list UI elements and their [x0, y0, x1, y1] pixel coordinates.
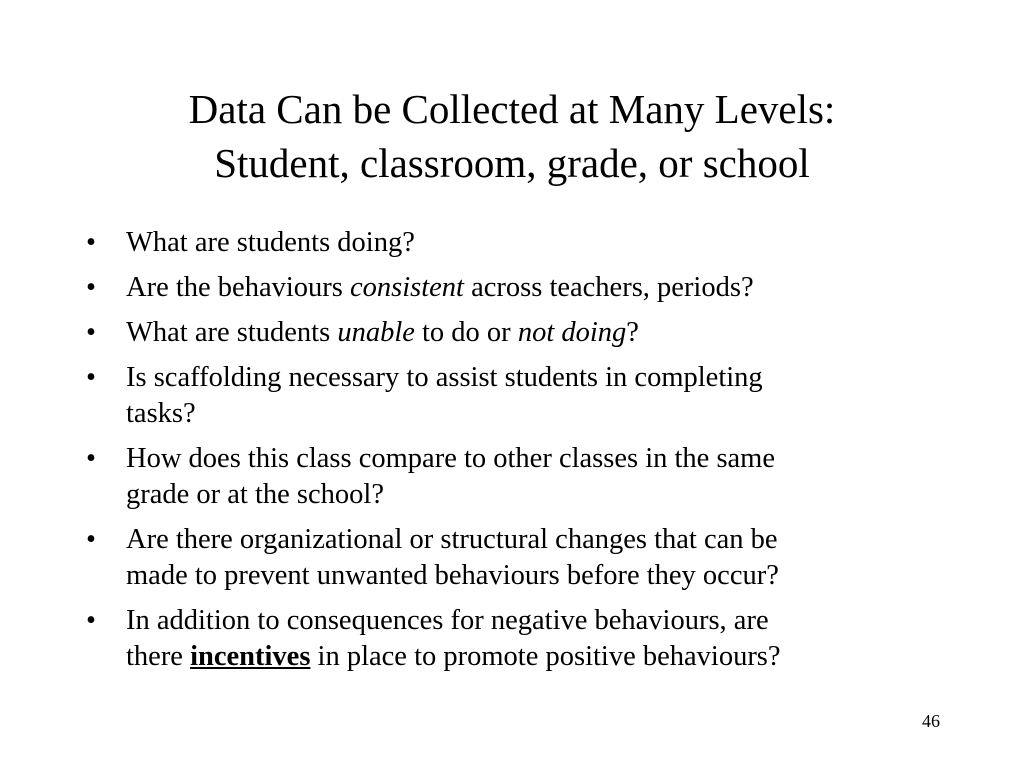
- bullet-icon: •: [86, 605, 96, 636]
- slide-title-line-1: Data Can be Collected at Many Levels:: [188, 86, 836, 132]
- bullet-text-line-2: grade or at the school?: [126, 479, 384, 510]
- bullet-text-line-1: How does this class compare to other classes in the same: [126, 443, 776, 474]
- bullet-text-post: across teachers, periods?: [463, 272, 754, 303]
- bullet-item-2: [86, 270, 946, 306]
- bullet-text-mid: to do or: [414, 317, 518, 348]
- bullet-text: What are students doing?: [126, 227, 415, 258]
- bullet-text-pre: Are the behaviours: [126, 272, 350, 303]
- bullet-item-4: [86, 360, 946, 432]
- bullet-item-3: [86, 315, 946, 351]
- bullet-text-pre: What are students: [126, 317, 338, 348]
- bullet-icon: •: [86, 362, 96, 393]
- bullet-text-line-2-post: in place to promote positive behaviours?: [310, 641, 781, 672]
- bullet-text-line-2-pre: there: [126, 641, 191, 672]
- slide-title: [60, 82, 964, 190]
- bullet-emphasis: consistent: [349, 272, 464, 303]
- bullet-icon: •: [86, 524, 96, 555]
- bullet-text-line-1: Is scaffolding necessary to assist students in completing: [126, 362, 763, 393]
- bullet-text-line-1: Are there organizational or structural changes that can be: [126, 524, 778, 555]
- bullet-icon: •: [86, 443, 96, 474]
- bullet-icon: •: [86, 272, 96, 303]
- bullet-text-line-2: made to prevent unwanted behaviours before they occur?: [126, 560, 779, 591]
- bullet-item-6: [86, 522, 946, 594]
- bullet-emphasis-1: unable: [337, 317, 415, 348]
- bullet-text-line-2: tasks?: [126, 398, 196, 429]
- bullet-icon: •: [86, 227, 96, 258]
- slide-title-line-2: Student, classroom, grade, or school: [214, 140, 810, 186]
- bullet-text-line-1: In addition to consequences for negative behaviours, are: [126, 605, 769, 636]
- page-number: 46: [922, 711, 940, 731]
- bullet-emphasis-2: not doing: [517, 317, 627, 348]
- bullet-strong: incentives: [190, 641, 311, 672]
- bullet-icon: •: [86, 317, 96, 348]
- bullet-list: [86, 225, 946, 684]
- bullet-item-7: [86, 603, 946, 675]
- bullet-item-1: [86, 225, 946, 261]
- bullet-item-5: [86, 441, 946, 513]
- bullet-text-post: ?: [626, 317, 639, 348]
